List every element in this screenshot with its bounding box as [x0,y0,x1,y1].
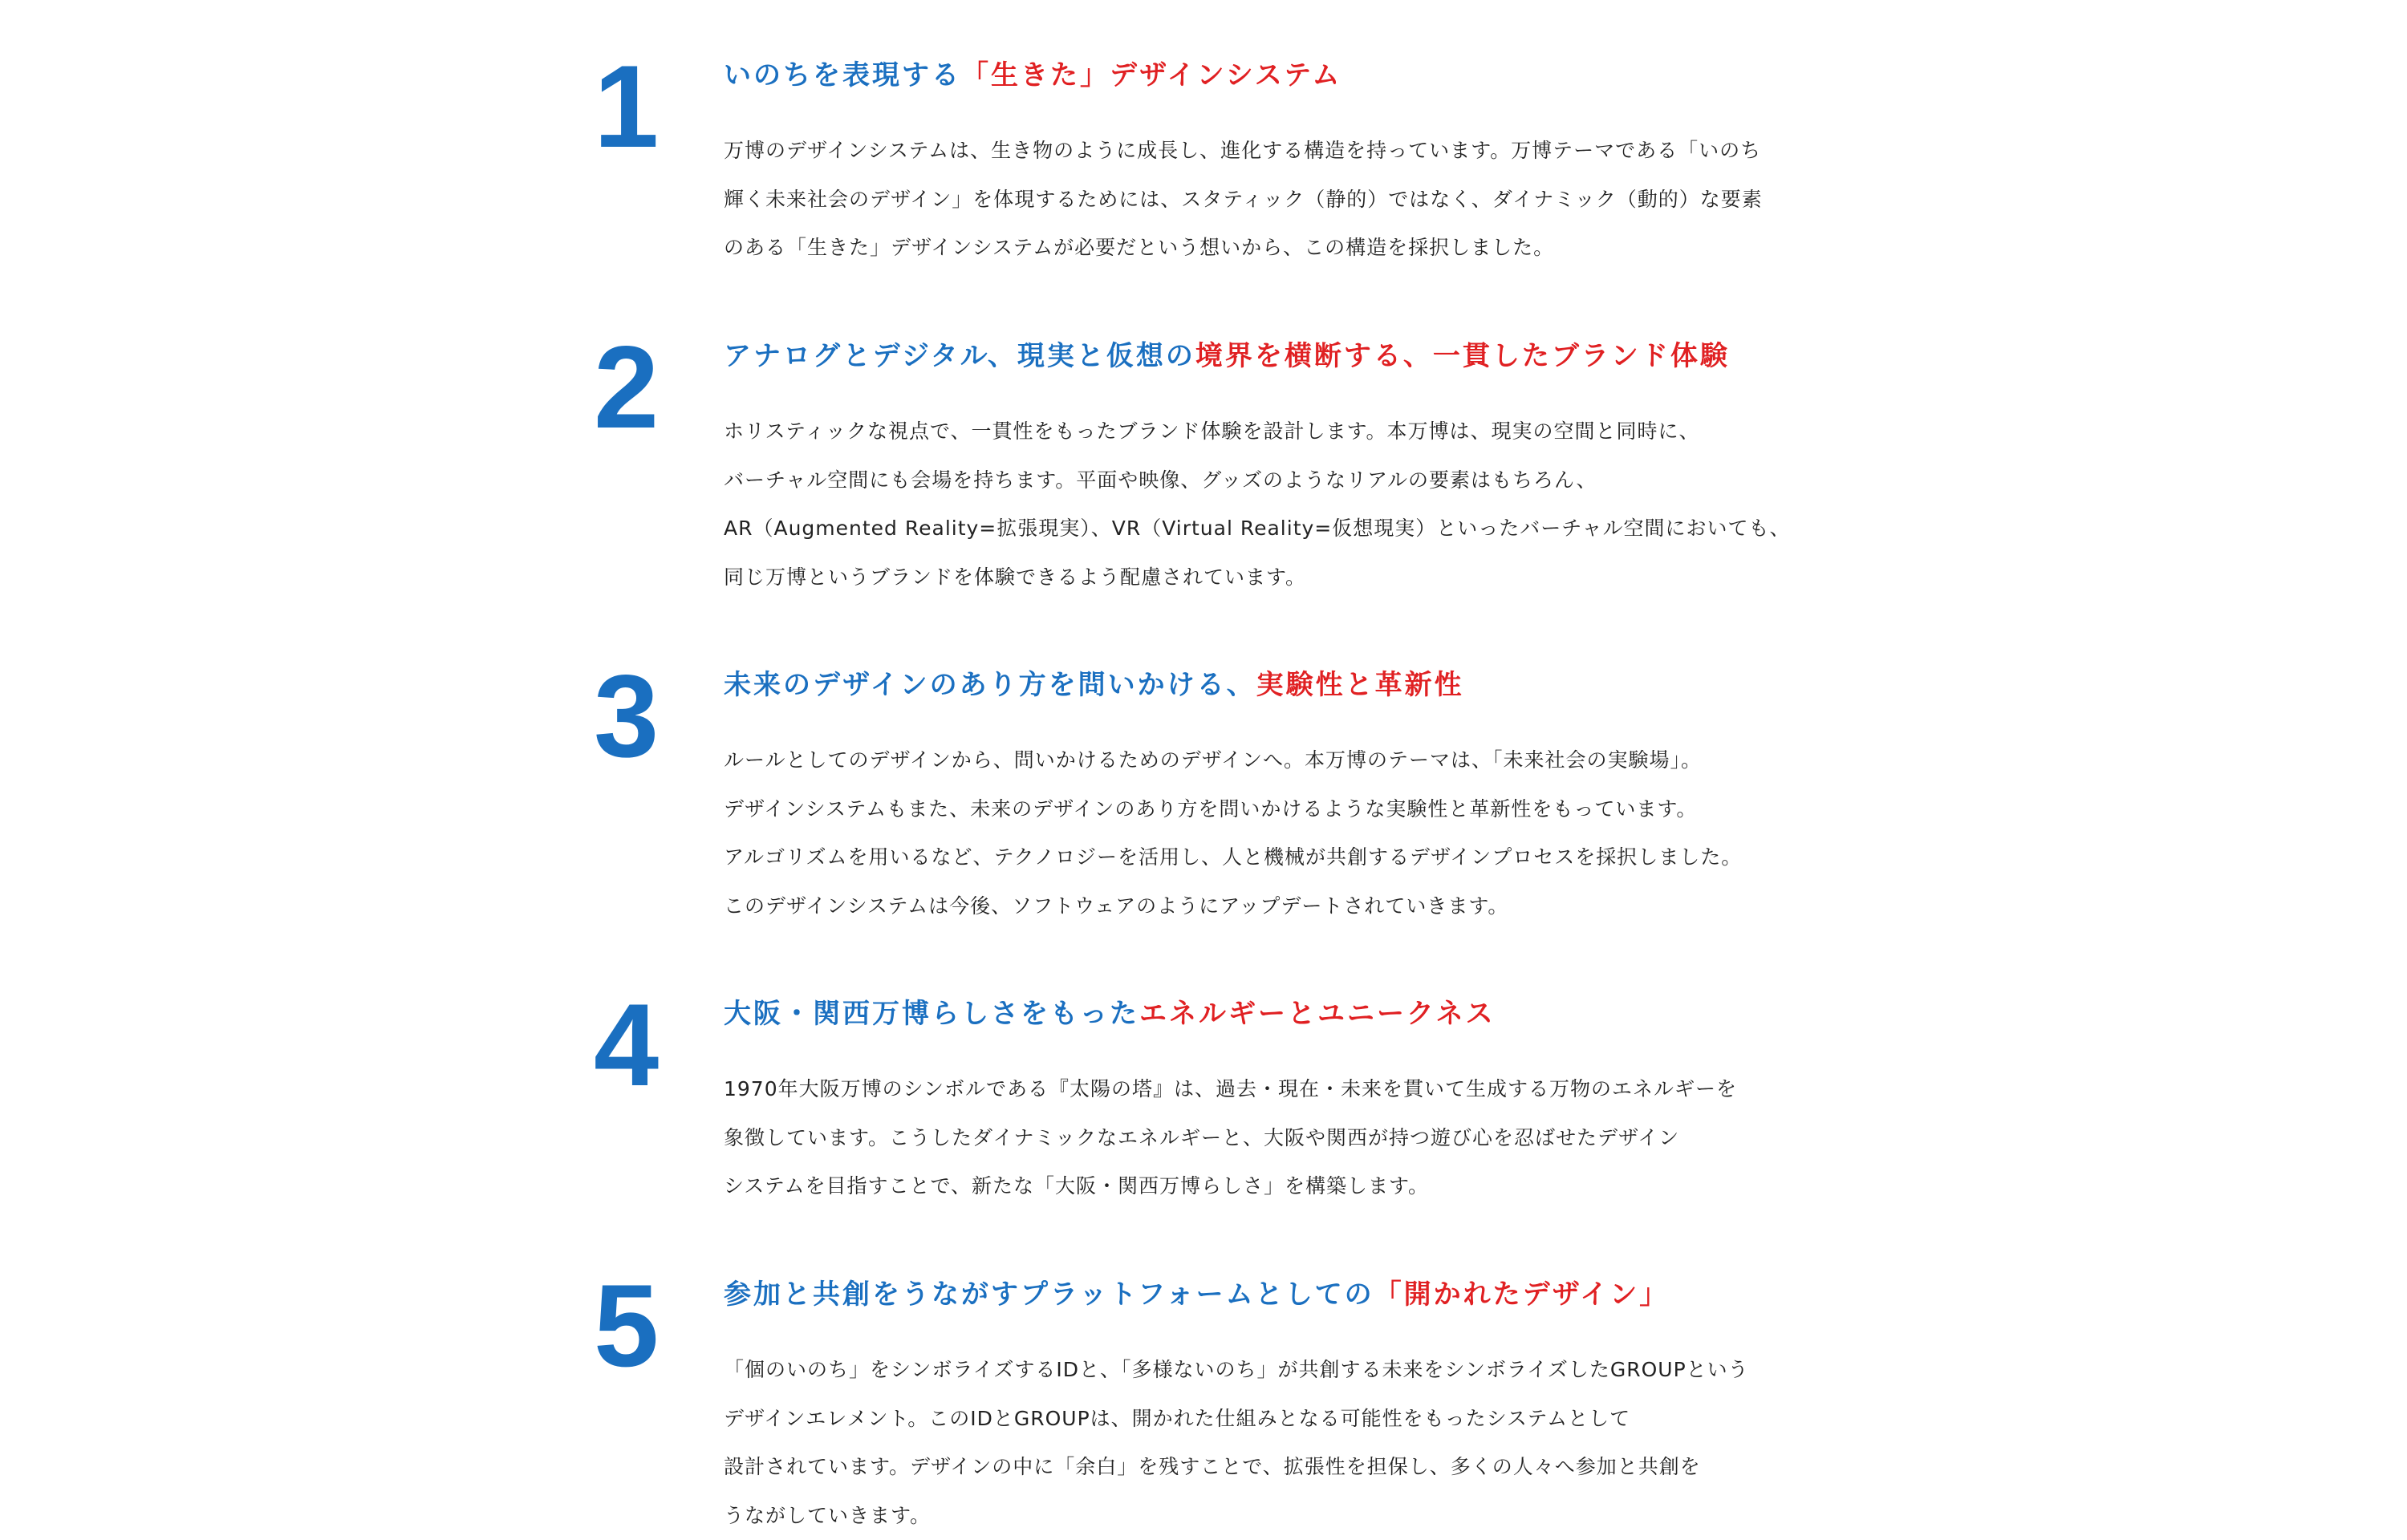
body-line: ホリスティックな視点で、一貫性をもったブランド体験を設計します。本万博は、現実の空間と同時に、 [724,419,1700,443]
section-heading [724,59,1847,91]
body-line: 同じ万博というブランドを体験できるよう配慮されています。 [724,565,1307,589]
heading-red-part: 「生きた」デザインシステム [961,59,1342,91]
heading-blue-part: 未来のデザインのあり方を問いかける、 [724,669,1256,701]
body-line: のある「生きた」デザインシステムが必要だという想いから、この構造を採択しました。 [724,236,1555,259]
body-line: AR（Augmented Reality=拡張現実）、VR（Virtual Reality=仮想現実）といったバーチャル空間においても、 [724,517,1791,540]
body-line: 万博のデザインシステムは、生き物のように成長し、進化する構造を持っています。万博テーマである「いのち [724,139,1762,162]
section-content [724,1279,1847,1540]
section-number: 3 [594,650,660,781]
body-line: 象徴しています。こうしたダイナミックなエネルギーと、大阪や関西が持つ遊び心を忍ばせたデザイン [724,1125,1680,1149]
body-line: うながしていきます。 [724,1503,932,1527]
section-number: 5 [594,1260,660,1391]
section-number: 4 [594,979,660,1110]
body-line: 輝く未来社会のデザイン」を体現するためには、スタティック（静的）ではなく、ダイナミック（動的）な要素 [724,187,1763,211]
section-body [724,407,1847,602]
section-content [724,59,1847,273]
body-line: アルゴリズムを用いるなど、テクノロジーを活用し、人と機械が共創するデザインプロセスを採択しました。 [724,845,1743,869]
section-heading [724,1279,1847,1311]
section-body [724,1346,1847,1540]
section-number: 1 [594,41,660,172]
section-heading [724,998,1847,1030]
body-line: このデザインシステムは今後、ソフトウェアのようにアップデートされていきます。 [724,894,1509,918]
body-line: 「個のいのち」をシンボライズするIDと、「多様ないのち」が共創する未来をシンボライズしたGROUPという [724,1358,1749,1381]
body-line: 設計されています。デザインの中に「余白」を残すことで、拡張性を担保し、多くの人々へ参加と共創を [724,1455,1701,1478]
section-number: 2 [594,322,660,452]
section-content [724,340,1847,602]
body-line: システムを目指すことで、新たな「大阪・関西万博らしさ」を構築します。 [724,1174,1430,1198]
section-body [724,736,1847,930]
section-heading [724,669,1847,701]
section-content [724,669,1847,930]
heading-blue-part: アナログとデジタル、現実と仮想の [724,340,1195,372]
body-line: バーチャル空間にも会場を持ちます。平面や映像、グッズのようなリアルの要素はもちろん、 [724,468,1597,492]
section-body [724,1065,1847,1211]
heading-red-part: エネルギーとユニークネス [1139,998,1496,1030]
heading-red-part: 「開かれたデザイン」 [1374,1279,1670,1311]
section-body [724,127,1847,273]
body-line: デザインシステムもまた、未来のデザインのあり方を問いかけるような実験性と革新性をもっています。 [724,796,1698,821]
heading-red-part: 境界を横断する、一貫したブランド体験 [1195,340,1730,372]
body-line: 1970年大阪万博のシンボルである『太陽の塔』は、過去・現在・未来を貫いて生成する万物のエネルギーを [724,1077,1738,1100]
heading-blue-part: 参加と共創をうながすプラットフォームとしての [724,1279,1374,1311]
heading-blue-part: いのちを表現する [724,59,961,91]
body-line: ルールとしてのデザインから、問いかけるためのデザインへ。本万博のテーマは、「未来社会の実験場」。 [724,748,1703,772]
heading-red-part: 実験性と革新性 [1256,669,1464,701]
section-heading [724,340,1847,372]
body-line: デザインエレメント。このIDとGROUPは、開かれた仕組みとなる可能性をもったシステムとして [724,1406,1631,1430]
heading-blue-part: 大阪・関西万博らしさをもった [724,998,1139,1030]
section-content [724,998,1847,1211]
